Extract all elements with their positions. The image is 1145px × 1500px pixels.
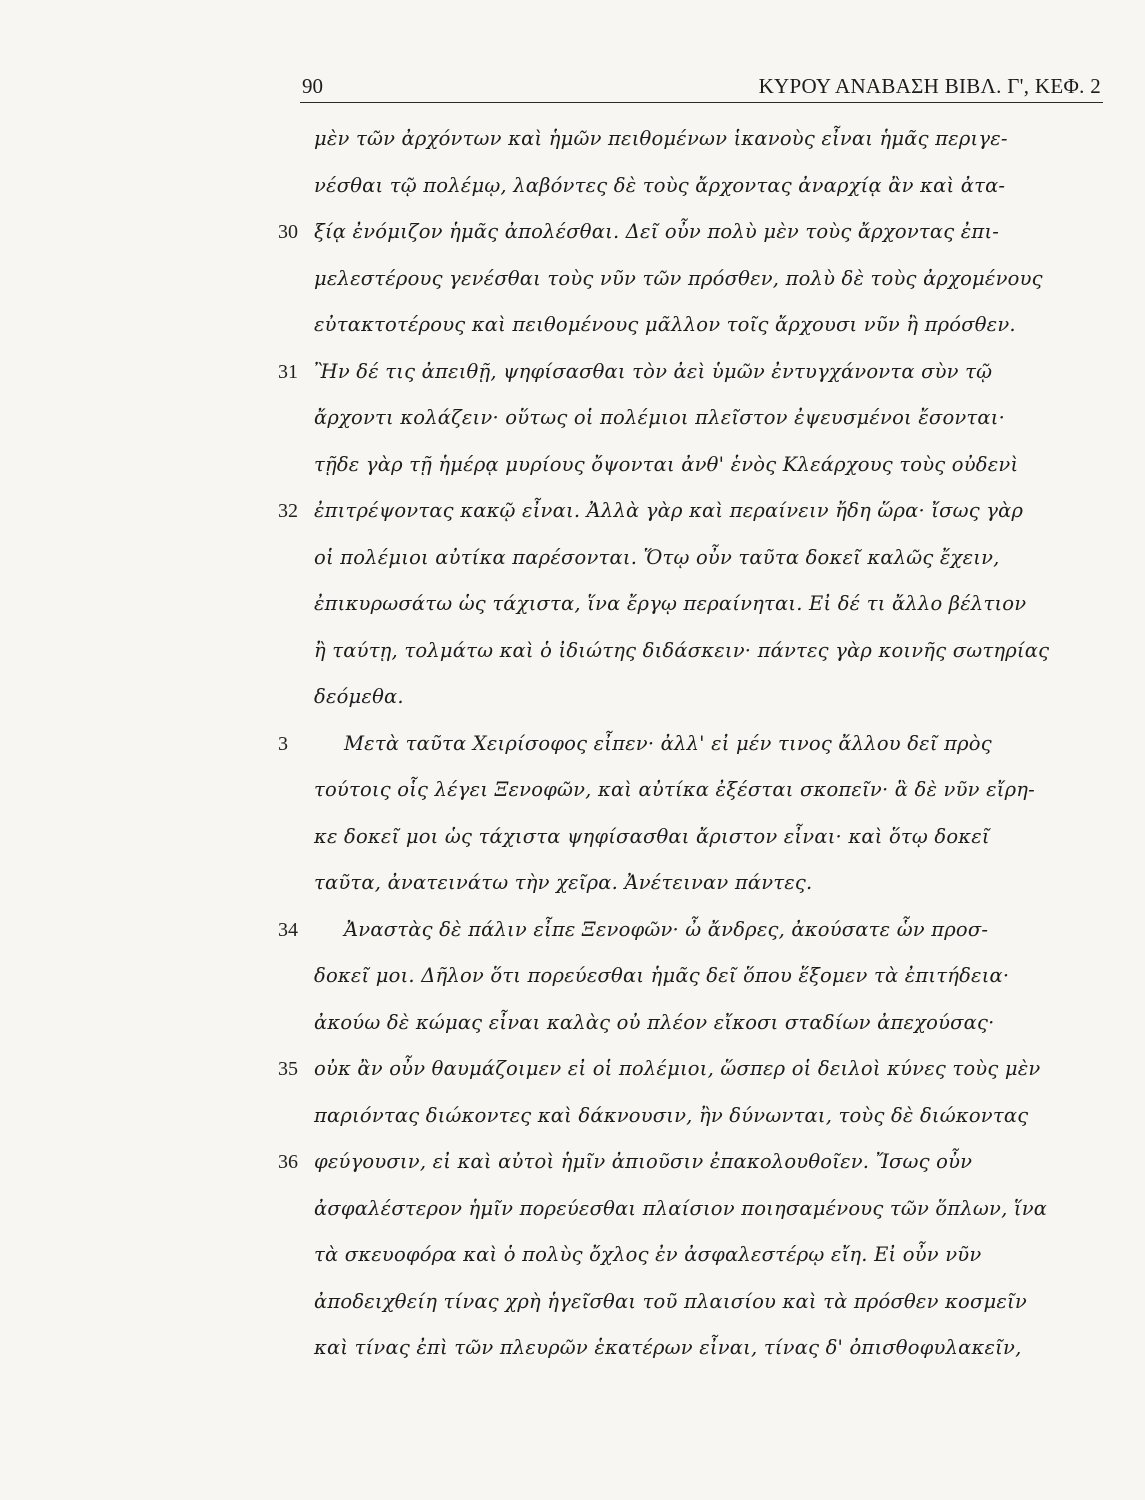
text-line [0,581,1145,628]
text-line [0,814,1145,861]
text-line [0,767,1145,814]
text-line [0,1186,1145,1233]
line-text: ἐπιτρέψοντας κακῷ εἶναι. Ἀλλὰ γὰρ καὶ περαίνειν ἤδη ὥρα· ἴσως γὰρ [314,499,1024,522]
text-line [0,953,1145,1000]
text-line [0,302,1145,349]
text-line [0,395,1145,442]
line-text: παριόντας διώκοντες καὶ δάκνουσιν, ἢν δύνωνται, τοὺς δὲ διώκοντας [314,1103,1029,1127]
text-line [0,442,1145,489]
text-line [0,1093,1145,1140]
text-line [0,349,1145,396]
text-line [0,907,1145,954]
section-number: 36 [278,1151,298,1173]
line-text: ἐπικυρωσάτω ὡς τάχιστα, ἵνα ἔργῳ περαίνηται. Εἰ δέ τι ἄλλο βέλτιον [314,592,1027,615]
line-text: ἄρχοντι κολάζειν· οὕτως οἱ πολέμιοι πλεῖστον ἐψευσμένοι ἔσονται· [314,406,1006,429]
text-line [0,1139,1145,1186]
line-text: τὰ σκευοφόρα καὶ ὁ πολὺς ὄχλος ἐν ἀσφαλεστέρῳ εἴη. Εἰ οὖν νῦν [314,1243,982,1266]
line-text: ξίᾳ ἐνόμιζον ἡμᾶς ἀπολέσθαι. Δεῖ οὖν πολὺ μὲν τοὺς ἄρχοντας ἐπι- [314,220,1000,243]
page-header [300,74,1103,103]
line-text: ταῦτα, ἀνατεινάτω τὴν χεῖρα. Ἀνέτειναν πάντες. [314,871,813,894]
line-text: ἀσφαλέστερον ἡμῖν πορεύεσθαι πλαίσιον ποιησαμένους τῶν ὅπλων, ἵνα [314,1196,1048,1220]
text-line [0,1000,1145,1047]
line-text: τούτοις οἷς λέγει Ξενοφῶν, καὶ αὐτίκα ἐξέσται σκοπεῖν· ἃ δὲ νῦν εἴρη- [314,778,1035,801]
section-number: 32 [278,500,298,522]
text-line [0,256,1145,303]
line-text: δοκεῖ μοι. Δῆλον ὅτι πορεύεσθαι ἡμᾶς δεῖ ὅπου ἕξομεν τὰ ἐπιτήδεια· [314,964,1010,987]
line-text: κε δοκεῖ μοι ὡς τάχιστα ψηφίσασθαι ἄριστον εἶναι· καὶ ὅτῳ δοκεῖ [314,824,990,848]
line-text: καὶ τίνας ἐπὶ τῶν πλευρῶν ἑκατέρων εἶναι, τίνας δ' ὀπισθοφυλακεῖν, [314,1336,1022,1359]
line-text: Μετὰ ταῦτα Χειρίσοφος εἶπεν· ἀλλ' εἰ μέν τινος ἄλλου δεῖ πρὸς [344,731,992,755]
section-number: 3 [278,732,288,755]
line-text: Ἀναστὰς δὲ πάλιν εἶπε Ξενοφῶν· ὦ ἄνδρες, ἀκούσατε ὧν προσ- [344,917,989,941]
line-text: μὲν τῶν ἀρχόντων καὶ ἡμῶν πειθομένων ἱκανοὺς εἶναι ἡμᾶς περιγε- [314,127,1008,150]
text-line [0,116,1145,163]
line-text: δεόμεθα. [314,685,404,708]
text-line [0,628,1145,675]
line-text: οἱ πολέμιοι αὐτίκα παρέσονται. Ὅτῳ οὖν ταῦτα δοκεῖ καλῶς ἔχειν, [314,545,1000,569]
text-line [0,1232,1145,1279]
line-text: μελεστέρους γενέσθαι τοὺς νῦν τῶν πρόσθεν, πολὺ δὲ τοὺς ἀρχομένους [314,266,1043,290]
text-body [0,116,1145,1372]
text-line [0,860,1145,907]
section-number: 34 [278,918,298,941]
line-text: ἢ ταύτῃ, τολμάτω καὶ ὁ ἰδιώτης διδάσκειν· πάντες γὰρ κοινῆς σωτηρίας [314,638,1050,662]
line-text: νέσθαι τῷ πολέμῳ, λαβόντες δὲ τοὺς ἄρχοντας ἀναρχίᾳ ἂν καὶ ἀτα- [314,173,1006,197]
line-text: ἀκούω δὲ κώμας εἶναι καλὰς οὐ πλέον εἴκοσι σταδίων ἀπεχούσας· [314,1010,995,1034]
section-number: 31 [278,360,298,383]
line-text: εὐτακτοτέρους καὶ πειθομένους μᾶλλον τοῖς ἄρχουσι νῦν ἢ πρόσθεν. [314,313,1016,336]
text-line [0,488,1145,535]
running-title: ΚΥΡΟΥ ΑΝΑΒΑΣΗ ΒΙΒΛ. Γ', ΚΕΦ. 2 [758,74,1101,98]
line-text: ἀποδειχθείη τίνας χρὴ ἡγεῖσθαι τοῦ πλαισίου καὶ τὰ πρόσθεν κοσμεῖν [314,1289,1027,1313]
text-line [0,1279,1145,1326]
text-line [0,209,1145,256]
text-line [0,674,1145,721]
text-line [0,1046,1145,1093]
line-text: τῇδε γὰρ τῇ ἡμέρᾳ μυρίους ὄψονται ἀνθ' ἑνὸς Κλεάρχους τοὺς οὐδενὶ [314,452,1019,476]
text-line [0,163,1145,210]
line-text: φεύγουσιν, εἰ καὶ αὐτοὶ ἡμῖν ἀπιοῦσιν ἐπακολουθοῖεν. Ἴσως οὖν [314,1150,973,1173]
section-number: 35 [278,1058,298,1080]
line-text: οὐκ ἂν οὖν θαυμάζοιμεν εἰ οἱ πολέμιοι, ὥσπερ οἱ δειλοὶ κύνες τοὺς μὲν [314,1057,1041,1080]
page-number: 90 [302,74,323,98]
line-text: Ἢν δέ τις ἀπειθῇ, ψηφίσασθαι τὸν ἀεὶ ὑμῶν ἐντυγχάνοντα σὺν τῷ [314,359,993,383]
text-line [0,1325,1145,1372]
section-number: 30 [278,221,298,243]
text-line [0,721,1145,768]
text-line [0,535,1145,582]
